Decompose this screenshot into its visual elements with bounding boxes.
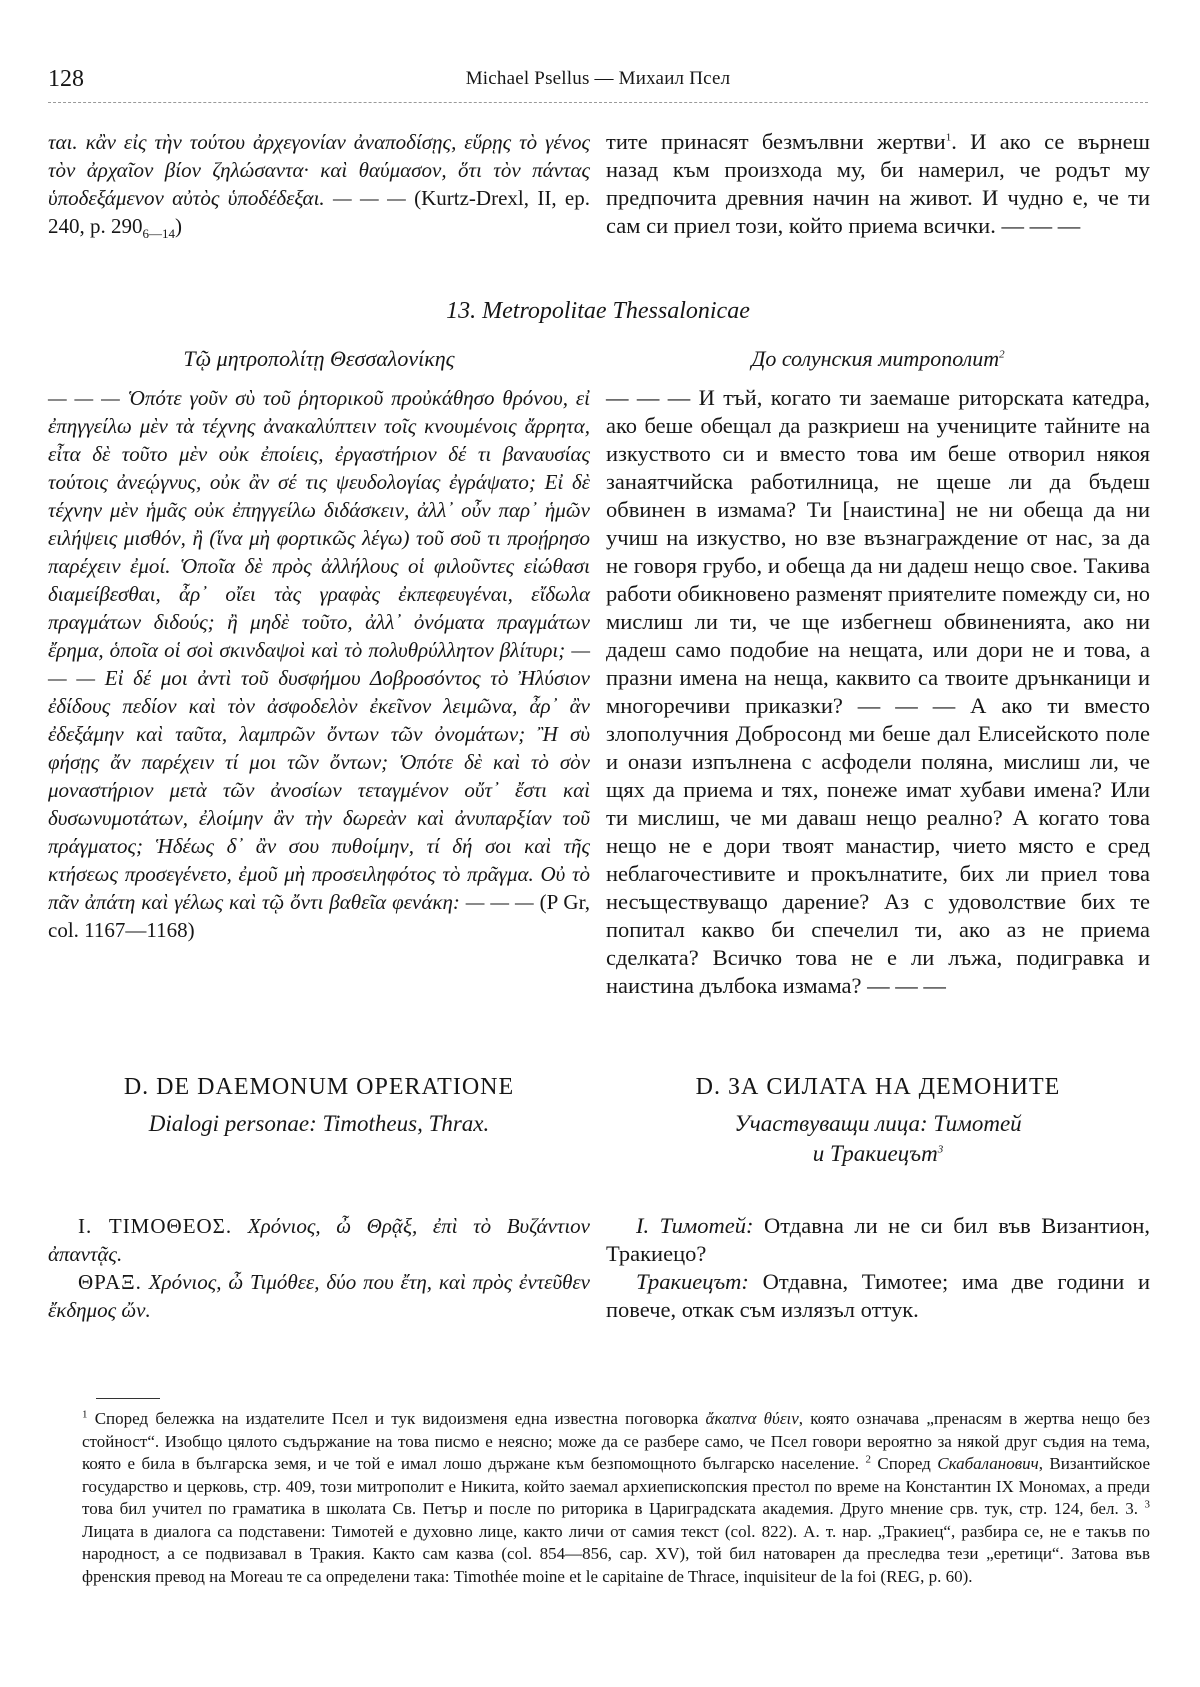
page-header: [48, 66, 1148, 106]
greek-letter-text: — — — Ὁπότε γοῦν σὺ τοῦ ῥητορικοῦ προὐκάθησο θρόνου, εἰ ἐπηγγείλω μὲν τὰ τέχνης ἀνακαλύπτειν τοῖς κνουμένοις ἄρρητα, εἶτα δὲ τοῦτο μὲν οὐκ ἐποίεις, ἐργαστήριον δέ τι βαναυσίας τούτοις ἀνεῴγνυς, οὐκ ἂν σέ τις ψευδολογίας ἐγράψατο; Εἰ δὲ τέχνην μὲν ἡμᾶς οὐκ ἐπηγγείλω διδάσκειν, ἀλλ᾽ οὖν παρ᾽ ἡμῶν ειλήψεις μισθόν, ἢ (ἵνα μὴ φορτικῶς λέγω) τοῦ σοῦ τι προῄρησο παρέχειν ἐμοί. Ὁποῖα δὲ πρὸς ἀλλήλους οἱ φιλοῦντες εἰώθασι διαμείβεσθαι, ἆρ᾽ οἴει τὰς γραφὰς ἐκπεφευγέναι, εἴδωλα πραγμάτων διδούς; ἢ μηδὲ τοῦτο, ἀλλ᾽ ὀνόματα πραγμάτων ἔρημα, ὁποῖα οἱ σοὶ σκινδαψοὶ καὶ τὸ πολυθρύλλητον βλίτυρι; — — — Εἰ δέ μοι ἀντὶ τοῦ δυσφήμου Δοβροσόντος τὸ Ἠλύσιον ἐδίδους πεδίον καὶ τὸν ἀσφοδελὸν ἐκεῖνον λειμῶνα, ἆρ᾽ ἂν ἐδεξάμην καὶ ταῦτα, λαμπρῶν ὄντων τῶν ὀνομάτων; Ἢ σὺ φήσῃς ἄν παρέχειν τί μοι τῶν ὄντων; Ὁπότε δὲ καὶ τὸ σὸν μοναστήριον μετὰ τῶν ἀνοσίων τεταγμένον οὔτ᾽ ἔστι καὶ δυσωνυμοτάτων, ἐλοίμην ἂν τὴν δωρεὰν καὶ ἀνυπαρξίαν τοῦ πράγματος; Ἡδέως δ᾽ ἂν σου πυθοίμην, τί δή σοι καὶ τῆς κτήσεως προσεγένετο, ἐμοῦ μὴ προσειληφότος τὸ πρᾶγμα. Οὐ τὸ πᾶν ἀπάτη καὶ γέλως καὶ τῷ ὄντι βαθεῖα φενάκη: — — — (P Gr, col. 1167—1168): [48, 386, 591, 942]
running-head: Michael Psellus — Михаил Псел: [465, 68, 731, 89]
footnote-1-mark: 1: [82, 1408, 88, 1421]
bulgarian-persons: Участвуващи лица: Тимотей и Тракиецът$^3$: [734, 1111, 1022, 1166]
letter-13-title: 13. Metropolitae Thessalonicae: [446, 298, 750, 324]
greek-dialogue-line-2: ΘΡΑΞ. Χρόνιος, ὦ Τιμόθεε, δύο που ἔτη, καὶ πρὸς ἐντεῦθεν ἔκδημος ὤν.: [48, 1270, 590, 1322]
bulgarian-dialogue-line-1: I. Тимотей: Отдавна ли не си бил във Византион, Тракиецо?: [606, 1213, 1151, 1266]
bulgarian-dialogue: [606, 1212, 1150, 1324]
greek-dialogue-line-1: I. ΤΙΜΟΘΕΟΣ. Χρόνιος, ὦ Θρᾷξ, ἐπὶ τὸ Βυζάντιον ἀπαντᾷς.: [48, 1214, 590, 1266]
bulgarian-letter-heading: До солунския митрополит$^2$: [751, 346, 1005, 371]
bulgarian-part-title: D. ЗА СИЛАТА НА ДЕМОНИТЕ: [695, 1074, 1061, 1100]
greek-letter-reference: (P Gr, col. 1167—1168): [48, 890, 591, 942]
footnote-marker-3: 3: [937, 1143, 944, 1156]
greek-dialogue: [48, 1212, 590, 1324]
footnote-1-greek: ἄκαπνα θύειν: [705, 1409, 799, 1428]
footnote-2-mark: 2: [865, 1453, 871, 1466]
footnote-3-mark: 3: [1144, 1498, 1150, 1511]
greek-continuation-text: ται. κἂν εἰς τὴν τούτου ἀρχεγονίαν ἀναποδίσῃς, εὕρῃς τὸ γένος τὸν ἀρχαῖον βίον ζηλώσαντα· καὶ θαύμασον, ὅτι τὸν πάντας ὑποδεξάμενον αὐτὸς ὑποδέδεξαι. — — —: [48, 130, 590, 210]
greek-letter-heading: Τῷ μητροπολίτῃ Θεσσαλονίκης: [183, 346, 455, 371]
latin-part-title: D. DE DAEMONUM OPERATIONE: [123, 1074, 515, 1100]
bulgarian-dialogue-line-2: Тракиецът: Отдавна, Тимотее; има две години и повече, откак съм излязъл оттук.: [606, 1269, 1150, 1322]
page-number: 128: [48, 66, 84, 92]
latin-persons: Dialogi personae: Timotheus, Thrax.: [148, 1111, 490, 1136]
footnote-2-author: Скабаланович: [937, 1454, 1039, 1473]
latin-part-header: [48, 1074, 590, 1139]
footnote-marker-2: 2: [999, 348, 1005, 361]
bulgarian-part-header: [606, 1074, 1150, 1169]
footnote-rule: [96, 1398, 160, 1399]
greek-reference: (Kurtz-Drexl, II, ep. 240, p. $290_{6—14}$): [48, 186, 590, 242]
footnotes: $^1$ Според бележка на издателите Псел и тук видоизменя една известна поговорка ἄκαπνα θύειν, която означава „пренасям в жертва нещо без стойност“. Изобщо цялото съдържание на това писмо е неясно; може да се разбере само, че Псел говори вероятно за някой друг съдия на тема, която е била в българска земя, и че той е имал лошо държане към безпомощното българско население. $^2$ Според Скабаланович, Византийское государство и церковь, стр. 409, този митрополит е Никита, който заемал архиепископския престол по време на Константин IX Мономах, а преди това бил учител по граматика в школата Св. Петър и после по риторика в Цариградската академия. Друго мнение срв. тук, стр. 124, бел. 3. $^3$ Лицата в диалога са подставени: Тимотей е духовно лице, както личи от самия текст (col. 822). А. т. нар. „Тракиец“, разбира се, не е такъв по народност, а се подвизавал в Тракия. Както сам казва (col. 854—856, cap. XV), той бил натоварен да преследва тези „еретици“. Затова във френския превод на Moreau те са определени така: Timothée moine et le capitaine de Thrace, inquisiteur de la foi (REG, p. 60).: [82, 1408, 1151, 1586]
footnote-marker-1: 1: [945, 131, 952, 144]
bulgarian-continuation: тите принасят безмълвни жертви$^1$. И ако се върнеш назад към произхода му, би намерил, че родът му предпочита древния начин на живот. И чудно е, че ти сам си приел този, който приема всички. — — —: [606, 129, 1150, 238]
header-rule: [48, 102, 1148, 103]
bulgarian-letter-text: — — — И тъй, когато ти заемаше риторската катедра, ако беше обещал да разкриеш на учениците тайните на изкуството си и вместо това им беше отворил някоя занаятчийска работилница, не щеше ли да бъдеш обвинен в измама? Ти [наистина] не ни обеща да ни учиш на изкуство, но взе възнаграждение от нас, за да не говоря грубо, и обеща да ни дадеш нещо свое. Такива работи обикновено разменят приятелите помежду си, но мислиш ли ти, че ще избегнеш обвиненията, ако ни дадеш само подобие на нещата, или дори не и това, а празни имена на неща, каквито са твоите дрънканици и многоречиви приказки? — — — А ако ти вместо злополучния Добросонд ми беше дал Елисейското поле и онази изпълнена с асфодели поляна, мислиш ли, че щях да приема и тях, понеже имат хубави имена? Или ти мислиш, че ми даваш нещо реално? А когато това нещо не е дори твоят манастир, чието място е сред неблагочестивите и прокълнатите, бих ли приел това несъществуващо дарение? Аз с удоволствие бих те попитал какво би спечелил ти, ако аз не приема сделката? Всичко това не е ли лъжа, подигравка и наистина дълбока измама? — — —: [606, 385, 1150, 998]
greek-continuation: [48, 128, 590, 248]
